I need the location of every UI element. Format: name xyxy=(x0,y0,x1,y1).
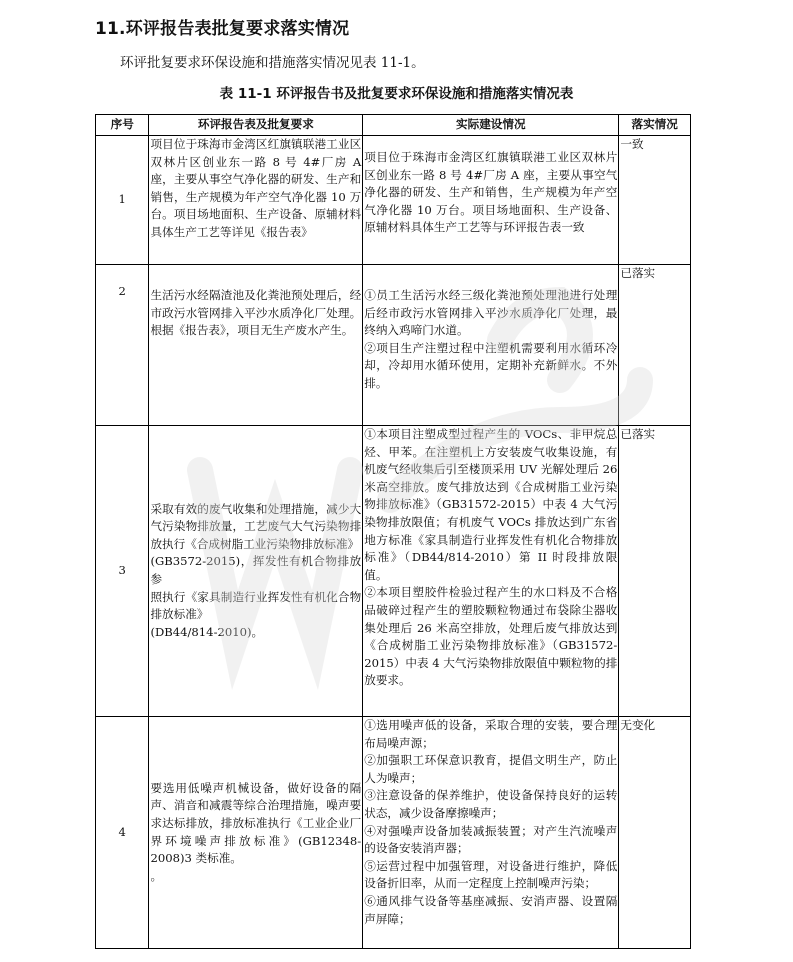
table-row xyxy=(96,717,691,949)
table-caption: 表 11-1 环评报告书及批复要求环保设施和措施落实情况表 xyxy=(219,86,574,102)
table-row xyxy=(96,136,691,265)
table-row xyxy=(96,265,691,426)
row-number: 1 xyxy=(96,136,149,265)
status-cell: 无变化 xyxy=(619,717,691,949)
header-actual: 实际建设情况 xyxy=(363,115,619,136)
row-number: 3 xyxy=(96,426,149,717)
row-number: 4 xyxy=(96,717,149,949)
row-number: 2 xyxy=(96,265,149,426)
table-row xyxy=(96,426,691,717)
header-status: 落实情况 xyxy=(619,115,691,136)
actual-cell: ①员工生活污水经三级化粪池预处理池进行处理后经市政污水管网排入平沙水质净化厂处理，最终纳入鸡啼门水道。 ②项目生产注塑过程中注塑机需要利用水循环冷却，冷却用水循环使用，定期补充新鲜水。不外排。 xyxy=(363,265,619,426)
requirements-table xyxy=(95,114,691,949)
status-cell: 一致 xyxy=(619,136,691,265)
table-header-row xyxy=(96,115,691,136)
header-requirement: 环评报告表及批复要求 xyxy=(149,115,363,136)
actual-cell: ①本项目注塑成型过程产生的 VOCs、非甲烷总烃、甲苯。在注塑机上方安装废气收集设施，有机废气经收集后引至楼顶采用 UV 光解处理后 26 米高空排放。废气排放达到《合成树脂工业污染物排放标准》（GB31572-2015）中表 4 大气污染物排放限值；有机废气 VOCs 排放达到广东省地方标准《家具制造行业挥发性有机化合物排放标准》（DB44/814-2010）第 II 时段排放限值。 ②本项目塑胶件检验过程产生的水口料及不合格品破碎过程产生的塑胶颗粒物通过布袋除尘器收集处理后 26 米高空排放，处理后废气排放达到《合成树脂工业污染物排放标准》（GB31572-2015）中表 4 大气污染物排放限值中颗粒物的排放要求。 xyxy=(363,426,619,717)
status-cell: 已落实 xyxy=(619,265,691,426)
actual-cell: 项目位于珠海市金湾区红旗镇联港工业区双林片区创业东一路 8 号 4#厂房 A 座，主要从事空气净化器的研发、生产和销售，生产规模为年产空气净化器 10 万台。项目场地面积、生产设备、原辅材料具体生产工艺等与环评报告表一致 xyxy=(363,136,619,265)
actual-cell: ①选用噪声低的设备，采取合理的安装，要合理布局噪声源； ②加强职工环保意识教育，提倡文明生产，防止人为噪声； ③注意设备的保养维护，使设备保持良好的运转状态，减少设备摩擦噪声； ④对强噪声设备加装减振装置；对产生汽流噪声的设备安装消声器； ⑤运营过程中加强管理，对设备进行维护，降低设备折旧率，从而一定程度上控制噪声污染； ⑥通风排气设备等基座减振、安消声器、设置隔声屏障； xyxy=(363,717,619,949)
requirement-cell: 项目位于珠海市金湾区红旗镇联港工业区双林片区创业东一路 8 号 4#厂房 A 座，主要从事空气净化器的研发、生产和销售，生产规模为年产空气净化器 10 万台。项目场地面积、生产设备、原辅材料具体生产工艺等详见《报告表》 xyxy=(149,136,363,265)
requirement-cell: 要选用低噪声机械设备，做好设备的隔声、消音和减震等综合治理措施，噪声要求达标排放，排放标准执行《工业企业厂界环境噪声排放标准》(GB12348-2008)3 类标准。 。 xyxy=(149,717,363,949)
intro-paragraph: 环评批复要求环保设施和措施落实情况见表 11-1。 xyxy=(120,55,425,71)
header-no: 序号 xyxy=(96,115,149,136)
status-cell: 已落实 xyxy=(619,426,691,717)
requirement-cell: 生活污水经隔渣池及化粪池预处理后，经市政污水管网排入平沙水质净化厂处理。根据《报告表》，项目无生产废水产生。 xyxy=(149,265,363,426)
requirement-cell: 采取有效的废气收集和处理措施，减少大气污染物排放量，工艺废气大气污染物排放执行《合成树脂工业污染物排放标准》 (GB3572-2015)，挥发性有机合物排放参 照执行《家具制造行业挥发性有机化合物排放标准》 (DB44/814-2010)。 xyxy=(149,426,363,717)
section-heading: 11.环评报告表批复要求落实情况 xyxy=(95,19,350,39)
